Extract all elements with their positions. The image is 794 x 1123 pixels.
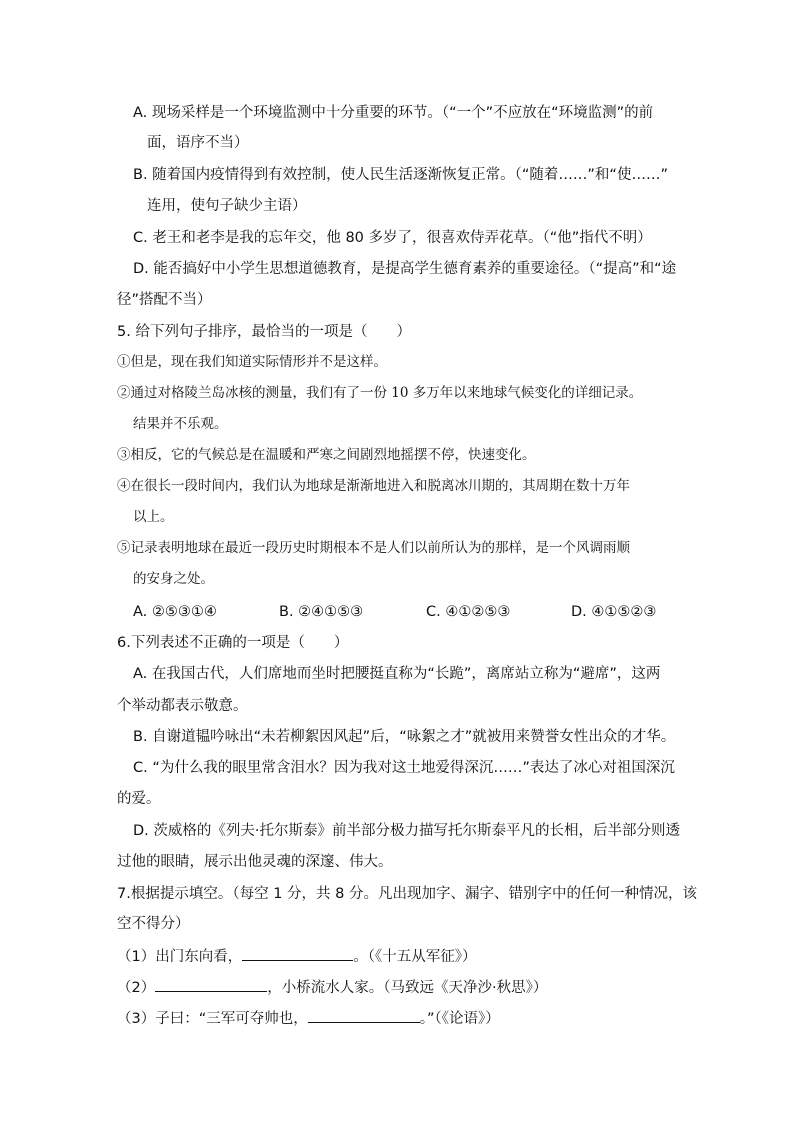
q5-sentence-4-line1: ④在很长一段时间内，我们认为地球是渐渐地进入和脱离冰川期的，其周期在数十万年 <box>117 478 630 494</box>
q5-sentence-2-line1: ②通过对格陵兰岛冰核的测量，我们有了一份 10 多万年以来地球气候变化的详细记录。 <box>117 385 643 401</box>
q4-option-b-line2: 连用，使句子缺少主语） <box>147 198 307 214</box>
q5-sentence-5-line1: ⑤记录表明地球在最近一段历史时期根本不是人们以前所认为的那样，是一个风调雨顺 <box>117 540 630 556</box>
q4-option-c: C. 老王和老李是我的忘年交，他 80 多岁了，很喜欢侍弄花草。（“他”指代不明） <box>133 230 652 246</box>
q5-option-b: B. ②④①⑤③ <box>279 604 364 620</box>
q5-sentence-3: ③相反，它的气候总是在温暖和严寒之间剧烈地摇摆不停，快速变化。 <box>117 447 536 463</box>
q7-item-1-suffix: 。（《十五从军征》） <box>353 949 477 965</box>
q7-stem-line1: 7.根据提示填空。（每空 1 分，共 8 分。凡出现加字、漏字、错别字中的任何一种情况，该 <box>117 886 697 902</box>
fill-blank-1[interactable] <box>242 946 353 961</box>
q5-sentence-1: ①但是，现在我们知道实际情形并不是这样。 <box>117 354 387 370</box>
q7-item-1-prefix: （1）出门东向看， <box>117 949 243 965</box>
fill-blank-2[interactable] <box>155 977 267 992</box>
q7-item-3-prefix: （3）子曰：“三军可夺帅也， <box>117 1011 308 1027</box>
q6-stem: 6.下列表述不正确的一项是（ ） <box>117 635 349 651</box>
q6-option-a-line1: A. 在我国古代，人们席地而坐时把腰挺直称为“长跪”，离席站立称为“避席”，这两 <box>133 666 661 682</box>
fill-blank-3[interactable] <box>308 1008 420 1023</box>
q7-item-3-suffix: 。”（《论语》） <box>419 1011 500 1027</box>
q4-option-d-line1: D. 能否搞好中小学生思想道德教育，是提高学生德育素养的重要途径。（“提高”和“途 <box>133 261 677 277</box>
q7-stem-line2: 空不得分） <box>117 916 190 932</box>
q6-option-d-line2: 过他的眼睛，展示出他灵魂的深邃、伟大。 <box>117 854 393 870</box>
q5-option-c: C. ④①②⑤③ <box>426 604 511 620</box>
q5-option-d: D. ④①⑤②③ <box>571 604 657 620</box>
q4-option-d-line2: 径”搭配不当） <box>117 292 212 308</box>
q6-option-c-line1: C. “为什么我的眼里常含泪水？因为我对这土地爱得深沉……”表达了冰心对祖国深沉 <box>133 760 675 776</box>
q5-stem: 5. 给下列句子排序，最恰当的一项是（ ） <box>117 324 411 340</box>
q4-option-a-line1: A. 现场采样是一个环境监测中十分重要的环节。（“一个”不应放在“环境监测”的前 <box>133 105 654 121</box>
q4-option-a-line2: 面，语序不当） <box>147 135 249 151</box>
q4-option-b-line1: B. 随着国内疫情得到有效控制，使人民生活逐渐恢复正常。（“随着……”和“使……” <box>133 167 668 183</box>
q7-item-3 <box>117 1008 500 1029</box>
q7-item-2-prefix: （2） <box>117 980 156 996</box>
q5-sentence-2-line2: 结果并不乐观。 <box>133 416 228 432</box>
q5-option-a: A. ②⑤③①④ <box>133 604 217 620</box>
q7-item-1 <box>117 946 476 967</box>
q6-option-b: B. 自谢道韫吟咏出“未若柳絮因风起”后，“咏絮之才”就被用来赞誉女性出众的才华。 <box>133 729 676 745</box>
q6-option-c-line2: 的爱。 <box>117 791 161 807</box>
q7-item-2-suffix: ，小桥流水人家。（马致远《天净沙·秋思》） <box>267 980 548 996</box>
q6-option-a-line2: 个举动都表示敬意。 <box>117 698 248 714</box>
q6-option-d-line1: D. 茨威格的《列夫·托尔斯泰》前半部分极力描写托尔斯泰平凡的长相，后半部分则透 <box>133 823 680 839</box>
q7-item-2 <box>117 977 547 998</box>
q5-sentence-5-line2: 的安身之处。 <box>133 571 214 587</box>
q5-sentence-4-line2: 以上。 <box>133 509 174 525</box>
